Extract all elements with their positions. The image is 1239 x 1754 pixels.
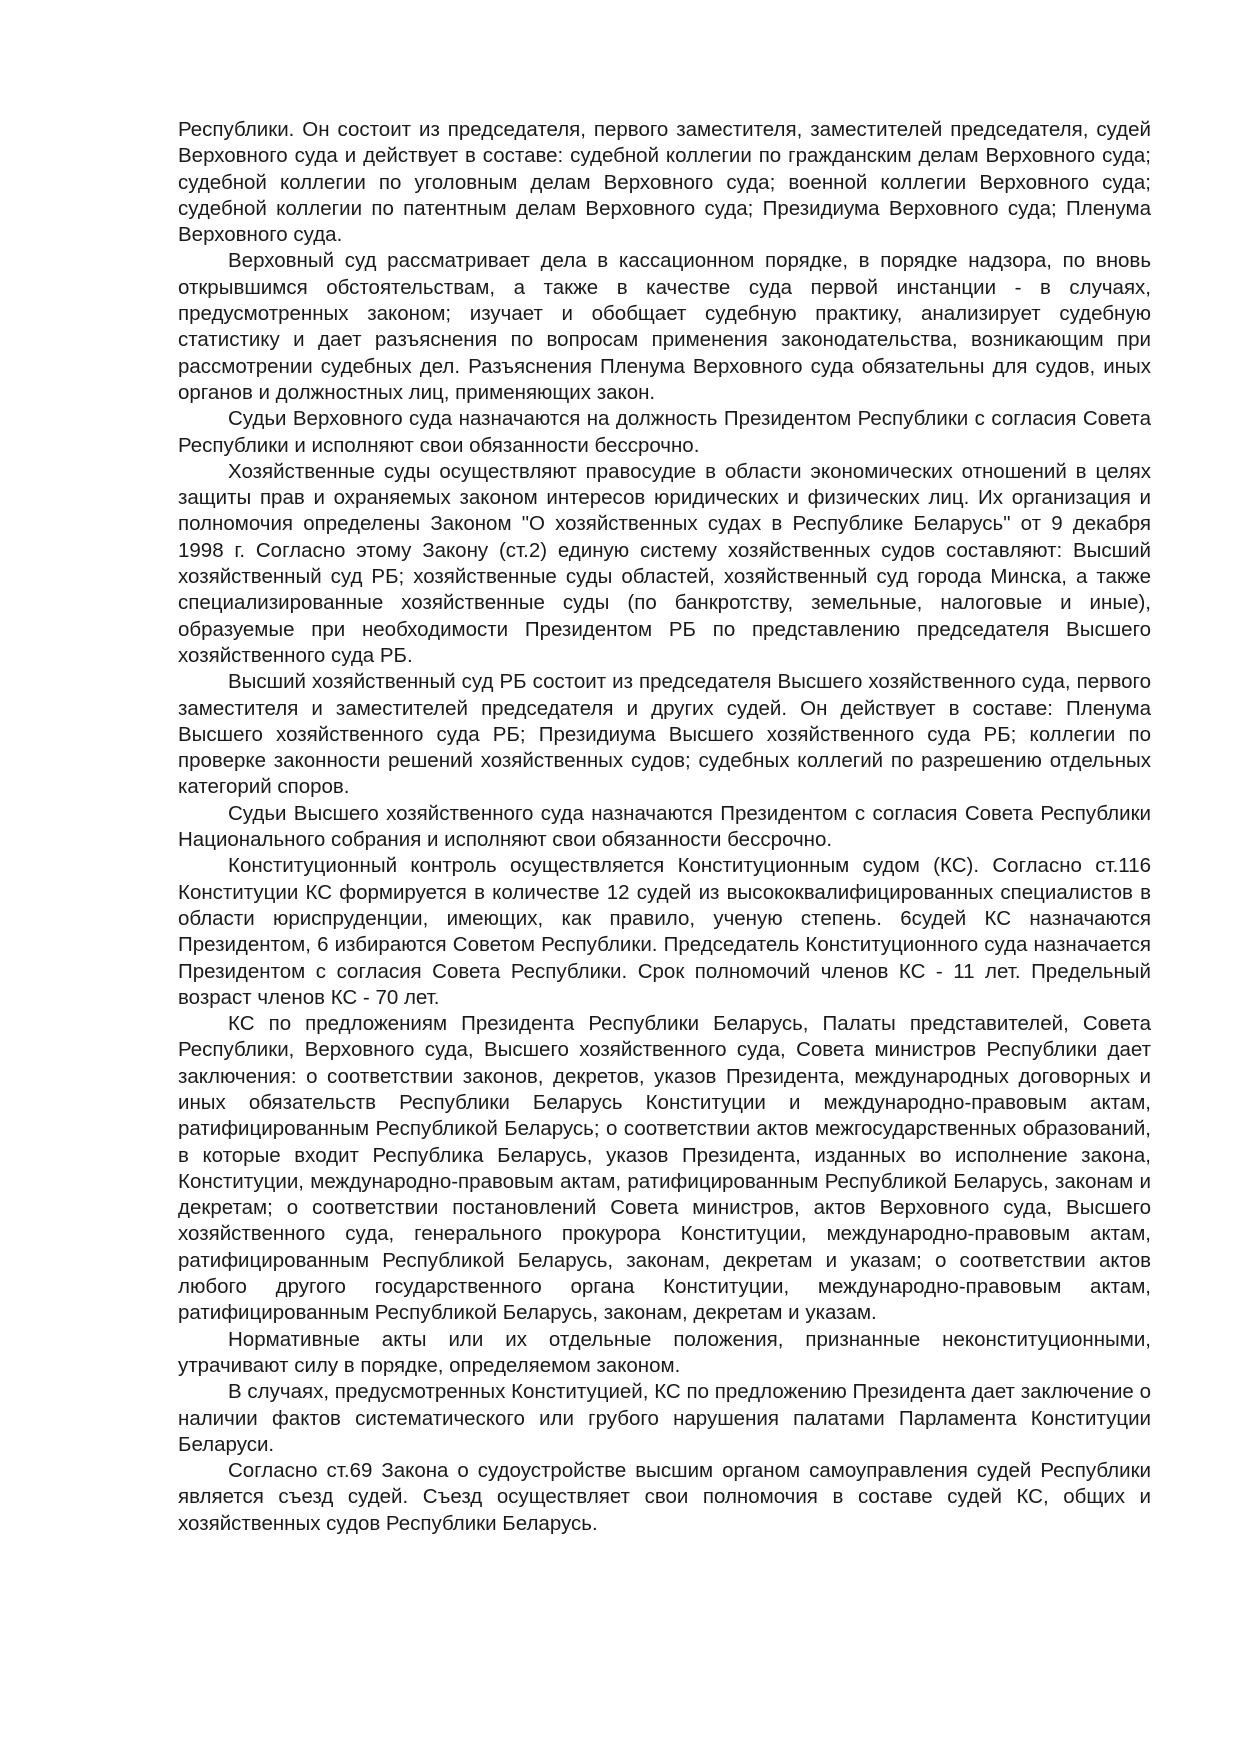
paragraph-3: Судьи Верховного суда назначаются на должность Президентом Республики с согласия Совета Республики и исполняют свои обязанности бессрочно. — [178, 407, 1151, 457]
paragraph-11: Согласно ст.69 Закона о судоустройстве высшим органом самоуправления судей Республики является съезд судей. Съезд осуществляет свои полномочия в составе судей КС, общих и хозяйственных судов Республики Беларусь. — [178, 1459, 1151, 1535]
paragraph-5: Высший хозяйственный суд РБ состоит из председателя Высшего хозяйственного суда, первого заместителя и заместителей председателя и других судей. Он действует в составе: Пленума Высшего хозяйственного суда РБ; Президиума Высшего хозяйственного суда РБ; коллегии по проверке законности решений хозяйственных судов; судебных коллегий по разрешению отдельных категорий споров. — [178, 670, 1151, 799]
document-page — [178, 117, 1151, 1537]
paragraph-10: В случаях, предусмотренных Конституцией, КС по предложению Президента дает заключение о наличии фактов систематического или грубого нарушения палатами Парламента Конституции Беларуси. — [178, 1380, 1151, 1456]
paragraph-8: КС по предложениям Президента Республики Беларусь, Палаты представителей, Совета Республики, Верховного суда, Высшего хозяйственного суда, Совета министров Республики дает заключения: о соответствии законов, декретов, указов Президента, международных договорных и иных обязательств Республики Беларусь Конституции и международно-правовым актам, ратифицированным Республикой Беларусь; о соответствии актов межгосударственных образований, в которые входит Республика Беларусь, указов Президента, изданных во исполнение закона, Конституции, международно-правовым актам, ратифицированным Республикой Беларусь, законам и декретам; о соответствии постановлений Совета министров, актов Верховного суда, Высшего хозяйственного суда, генерального прокурора Конституции, международно-правовым актам, ратифицированным Республикой Беларусь, законам, декретам и указам; о соответствии актов любого другого государственного органа Конституции, международно-правовым актам, ратифицированным Республикой Беларусь, законам, декретам и указам. — [178, 1012, 1151, 1325]
paragraph-1: Республики. Он состоит из председателя, первого заместителя, заместителей председателя, судей Верховного суда и действует в составе: судебной коллегии по гражданским делам Верховного суда; судебной коллегии по уголовным делам Верховного суда; военной коллегии Верховного суда; судебной коллегии по патентным делам Верховного суда; Президиума Верховного суда; Пленума Верховного суда. — [178, 118, 1151, 247]
paragraph-6: Судьи Высшего хозяйственного суда назначаются Президентом с согласия Совета Республики Национального собрания и исполняют свои обязанности бессрочно. — [178, 801, 1151, 852]
paragraph-9: Нормативные акты или их отдельные положения, признанные неконституционными, утрачивают силу в порядке, определяемом законом. — [178, 1327, 1151, 1377]
paragraph-7: Конституционный контроль осуществляется Конституционным судом (КС). Согласно ст.116 Конституции КС формируется в количестве 12 судей из высококвалифицированных специалистов в области юриспруденции, имеющих, как правило, ученую степень. 6судей КС назначаются Президентом, 6 избираются Советом Республики. Председатель Конституционного суда назначается Президентом с согласия Совета Республики. Срок полномочий членов КС - 11 лет. Предельный возраст членов КС - 70 лет. — [178, 854, 1151, 1009]
paragraph-2: Верховный суд рассматривает дела в кассационном порядке, в порядке надзора, по вновь открывшимся обстоятельствам, а также в качестве суда первой инстанции - в случаях, предусмотренных законом; изучает и обобщает судебную практику, анализирует судебную статистику и дает разъяснения по вопросам применения законодательства, возникающим при рассмотрении судебных дел. Разъяснения Пленума Верховного суда обязательны для судов, иных органов и должностных лиц, применяющих закон. — [178, 249, 1151, 404]
paragraph-4: Хозяйственные суды осуществляют правосудие в области экономических отношений в целях защиты прав и охраняемых законом интересов юридических и физических лиц. Их организация и полномочия определены Законом "О хозяйственных судах в Республике Беларусь" от 9 декабря 1998 г. Согласно этому Закону (ст.2) единую систему хозяйственных судов составляют: Высший хозяйственный суд РБ; хозяйственные суды областей, хозяйственный суд города Минска, а также специализированные хозяйственные суды (по банкротству, земельные, налоговые и иные), образуемые при необходимости Президентом РБ по представлению председателя Высшего хозяйственного суда РБ. — [178, 459, 1151, 667]
